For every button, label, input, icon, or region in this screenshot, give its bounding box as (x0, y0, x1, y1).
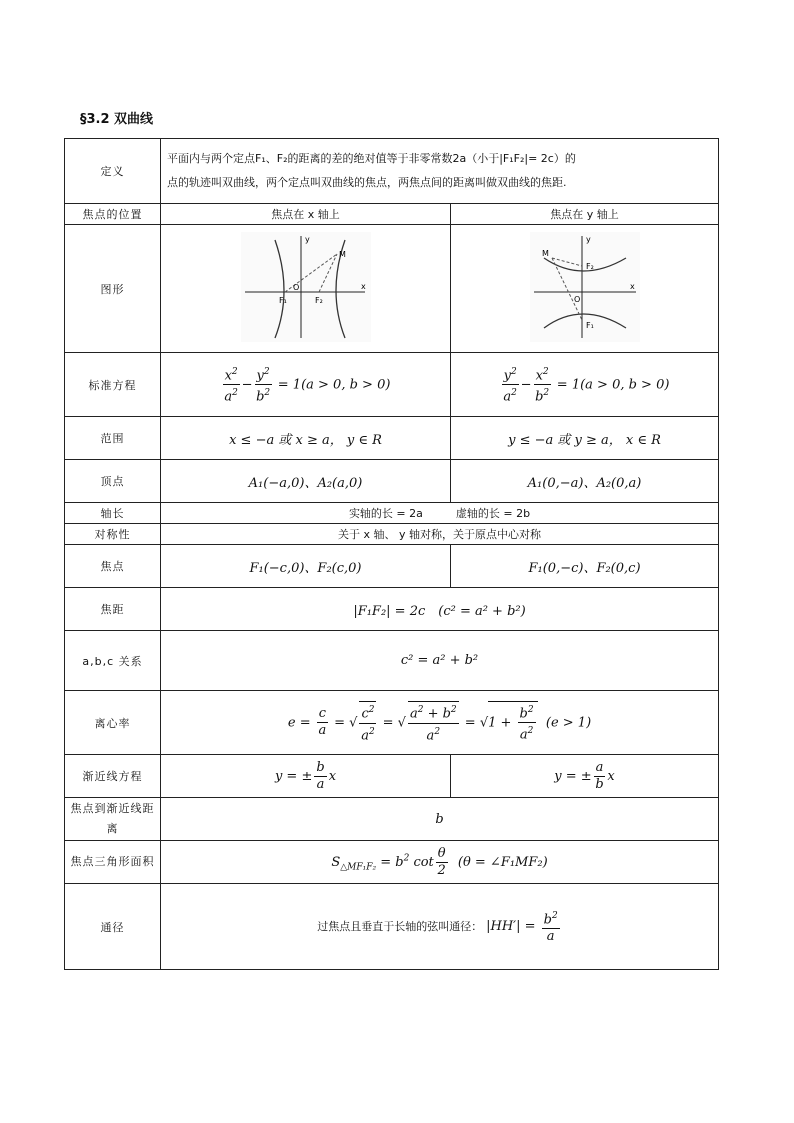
m-label: M (338, 250, 346, 259)
f1-label: F₁ (278, 296, 287, 305)
row-eccentricity (65, 691, 719, 755)
definition-text (161, 139, 719, 204)
asymptote-x: y = ± $\frac{b}{a}$ x (161, 755, 451, 798)
abc-value: c² = a² + b² (161, 631, 719, 691)
definition-line-1: 平面内与两个定点F₁、F₂的距离的差的绝对值等于非零常数2a（小于|F₁F₂|= 2c）的 (167, 152, 576, 165)
label-axis-length: 轴长 (65, 503, 161, 524)
foci-x: F₁(−c,0)、F₂(c,0) (161, 545, 451, 588)
label-range: 范围 (65, 417, 161, 460)
label-standard-equation: 标准方程 (65, 353, 161, 417)
row-latus-rectum (65, 884, 719, 970)
triangle-area-suffix: (θ = ∠F₁MF₂) (457, 854, 548, 870)
label-focus-asymptote: 焦点到渐近线距离 (65, 798, 161, 841)
label-eccentricity: 离心率 (65, 691, 161, 755)
row-abc (65, 631, 719, 691)
row-axis-length (65, 503, 719, 524)
row-standard-equation (65, 353, 719, 417)
row-focus-asymptote (65, 798, 719, 841)
label-triangle-area: 焦点三角形面积 (65, 841, 161, 884)
label-definition: 定义 (65, 139, 161, 204)
upper-branch (544, 258, 626, 271)
range-y: y ≤ −a 或 y ≥ a， x ∈ R (451, 417, 719, 460)
hyperbola-table (64, 138, 719, 970)
label-focus-position: 焦点的位置 (65, 204, 161, 225)
row-vertex (65, 460, 719, 503)
row-foci (65, 545, 719, 588)
m-label: M (541, 249, 549, 258)
asymptote-y: y = ± $\frac{a}{b}$ x (451, 755, 719, 798)
row-range (65, 417, 719, 460)
label-focal-distance: 焦距 (65, 588, 161, 631)
hyperbola-x-figure (241, 232, 371, 342)
range-x: x ≤ −a 或 x ≥ a， y ∈ R (161, 417, 451, 460)
label-foci: 焦点 (65, 545, 161, 588)
foci-y: F₁(0,−c)、F₂(0,c) (451, 545, 719, 588)
origin-label: O (292, 283, 299, 292)
left-branch (275, 240, 284, 338)
x-axis-label: x (360, 282, 366, 291)
f2-label: F₂ (314, 296, 323, 305)
row-focus-position (65, 204, 719, 225)
line-m-f1 (552, 258, 582, 320)
line-f2-m (319, 254, 337, 292)
definition-line-2: 点的轨迹叫双曲线，两个定点叫双曲线的焦点，两焦点间的距离叫做双曲线的焦距. (167, 176, 567, 189)
equation-x-rest: = 1(a > 0, b > 0) (277, 377, 391, 392)
f1-label: F₁ (585, 321, 594, 330)
label-graph: 图形 (65, 225, 161, 353)
row-symmetry (65, 524, 719, 545)
origin-label: O (573, 295, 580, 304)
triangle-area-value: $S_{\triangle MF_1F_2} = b^2$ cot $\frac{\theta}{2}$ (θ = ∠F₁MF₂) (161, 841, 719, 884)
lower-branch (544, 314, 626, 328)
vertex-y: A₁(0,−a)、A₂(0,a) (451, 460, 719, 503)
f2-label: F₂ (585, 262, 594, 271)
focus-asymptote-value: b (161, 798, 719, 841)
row-asymptote (65, 755, 719, 798)
row-definition (65, 139, 719, 204)
equation-y-rest: = 1(a > 0, b > 0) (556, 377, 670, 392)
latus-rectum-text: 过焦点且垂直于长轴的弦叫通径： (317, 920, 483, 933)
label-abc: a,b,c 关系 (65, 631, 161, 691)
row-focal-distance (65, 588, 719, 631)
hyperbola-y-figure (530, 232, 640, 342)
eccentricity-suffix: (e > 1) (545, 715, 592, 731)
graph-x-cell (161, 225, 451, 353)
graph-y-cell (451, 225, 719, 353)
latus-rectum-value: 过焦点且垂直于长轴的弦叫通径： |HH′| = $\frac{b^2}{a}$ (161, 884, 719, 970)
x-axis-label: x (629, 282, 635, 291)
focus-on-y: 焦点在 y 轴上 (451, 204, 719, 225)
label-vertex: 顶点 (65, 460, 161, 503)
label-symmetry: 对称性 (65, 524, 161, 545)
row-graph (65, 225, 719, 353)
row-triangle-area (65, 841, 719, 884)
y-axis-label: y (585, 235, 591, 244)
equation-x: $\frac{x^2}{a^2}$ − $\frac{y^2}{b^2}$ = 1(a > 0, b > 0) (161, 353, 451, 417)
axis-length-value: 实轴的长 = 2a 虚轴的长 = 2b (161, 503, 719, 524)
symmetry-value: 关于 x 轴、 y 轴对称，关于原点中心对称 (161, 524, 719, 545)
focus-on-x: 焦点在 x 轴上 (161, 204, 451, 225)
label-latus-rectum: 通径 (65, 884, 161, 970)
label-asymptote: 渐近线方程 (65, 755, 161, 798)
eccentricity-value: e = $\frac{c}{a}$ = √ $\frac{c^2}{a^2}$ = √ $\frac{a^2 + b^2}{a^2}$ = √1 + $\frac{b^2}{a^2}$ (e > 1) (161, 691, 719, 755)
y-axis-label: y (304, 235, 310, 244)
vertex-x: A₁(−a,0)、A₂(a,0) (161, 460, 451, 503)
page-title: §3.2 双曲线 (80, 112, 154, 127)
focal-distance-value: |F₁F₂| = 2c (c² = a² + b²) (161, 588, 719, 631)
equation-y: $\frac{y^2}{a^2}$ − $\frac{x^2}{b^2}$ = 1(a > 0, b > 0) (451, 353, 719, 417)
